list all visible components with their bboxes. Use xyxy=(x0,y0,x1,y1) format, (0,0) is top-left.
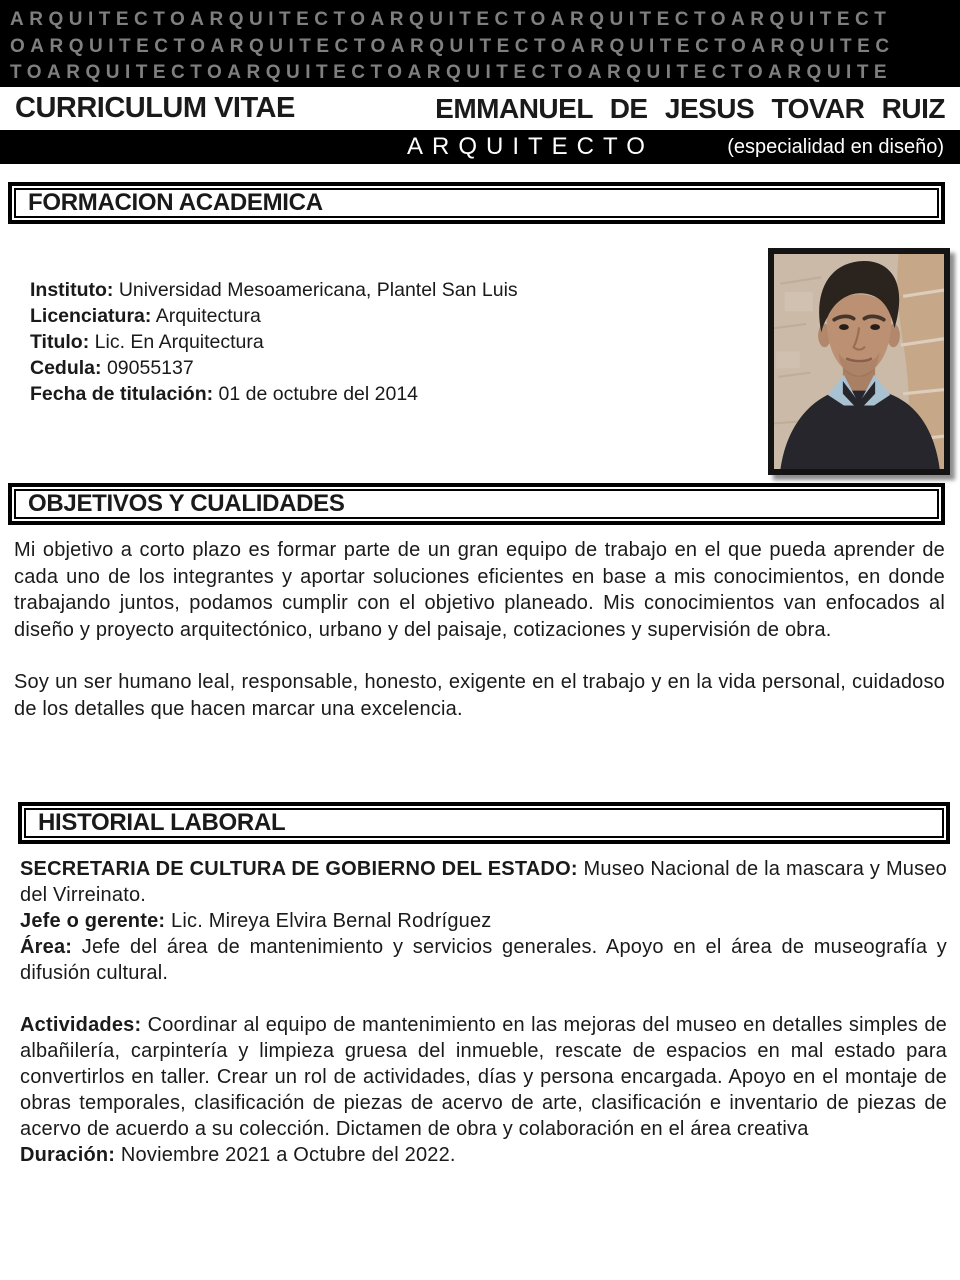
entry-text: Museo Nacional de la mascara y Museo del Virreinato. xyxy=(20,858,947,906)
field-value: Arquitectura xyxy=(155,305,261,327)
profession-title: ARQUITECTO xyxy=(407,133,654,160)
work-history-entry xyxy=(20,1142,947,1168)
entry-label: Duración: xyxy=(20,1144,116,1166)
section-header-inner xyxy=(14,188,939,218)
field-label: Cedula: xyxy=(30,357,102,379)
objetivos-paragraphs xyxy=(14,537,945,722)
education-field xyxy=(30,277,690,303)
profile-photo xyxy=(768,248,950,475)
profession-bar xyxy=(0,130,960,164)
education-field xyxy=(30,329,690,355)
work-history-entry xyxy=(20,908,947,934)
education-field xyxy=(30,303,690,329)
section-title: OBJETIVOS Y CUALIDADES xyxy=(28,490,345,517)
work-history-entry xyxy=(20,856,947,908)
field-value: Universidad Mesoamericana, Plantel San Luis xyxy=(118,279,518,301)
section-header-historial-laboral xyxy=(18,802,950,844)
education-field xyxy=(30,355,690,381)
section-title: FORMACION ACADEMICA xyxy=(28,189,323,216)
field-label: Titulo: xyxy=(30,331,90,353)
field-value: 01 de octubre del 2014 xyxy=(218,383,419,405)
header-strip xyxy=(0,87,960,130)
entry-text: Coordinar al equipo de mantenimiento en las mejoras del museo en detalles simples de albañilería, carpintería y limpieza gruesa del inmueble, rescate de espacios en mal estado para convertirlos en taller. Crear un rol de actividades, días y persona encargada. Apoyo en el montaje de obras temporales, clasificación de piezas de acervo de arte, clasificación e inventario de piezas de acervo de acuerdo a su colección. Dictamen de obra y colaboración en el área creativa xyxy=(20,1014,947,1140)
entry-label: Actividades: xyxy=(20,1014,142,1036)
section-header-inner xyxy=(14,489,939,519)
field-label: Instituto: xyxy=(30,279,114,301)
banner-line: ARQUITECTOARQUITECTOARQUITECTOARQUITECTOARQUITECT xyxy=(10,9,892,30)
section-header-objetivos-cualidades xyxy=(8,483,945,525)
paragraph: Soy un ser humano leal, responsable, honesto, exigente en el trabajo y en la vida personal, cuidadoso de los detalles que hacen marcar una excelencia. xyxy=(14,671,945,720)
entry-label: Jefe o gerente: xyxy=(20,910,166,932)
banner-line: OARQUITECTOARQUITECTOARQUITECTOARQUITECTOARQUITEC xyxy=(10,35,895,57)
profession-specialty: (especialidad en diseño) xyxy=(727,135,944,158)
section-title: HISTORIAL LABORAL xyxy=(38,809,286,836)
person-name: EMMANUEL DE JESUS TOVAR RUIZ xyxy=(435,92,945,124)
banner-line: TOARQUITECTOARQUITECTOARQUITECTOARQUITECTOARQUITE xyxy=(10,62,893,83)
field-label: Licenciatura: xyxy=(30,305,152,327)
education-fields xyxy=(30,277,690,407)
work-history-entries xyxy=(20,856,947,1168)
document-title: CURRICULUM VITAE xyxy=(15,92,295,124)
entry-label: SECRETARIA DE CULTURA DE GOBIERNO DEL ESTADO: xyxy=(20,858,578,880)
work-history-entry xyxy=(20,934,947,986)
work-history-entry xyxy=(20,1012,947,1142)
arquitecto-pattern-banner xyxy=(0,0,960,87)
section-header-inner xyxy=(24,808,944,838)
entry-text: Noviembre 2021 a Octubre del 2022. xyxy=(120,1144,456,1166)
education-field xyxy=(30,381,690,407)
portrait-illustration xyxy=(774,254,944,469)
paragraph: Mi objetivo a corto plazo es formar parte de un gran equipo de trabajo en el que pueda aprender de cada uno de los integrantes y aportar soluciones eficientes en base a mis conocimientos, en donde trabajando juntos, podamos cumplir con el objetivo planeado. Mis conocimientos van enfocados al diseño y proyecto arquitectónico, urbano y del paisaje, cotizaciones y supervisión de obra. xyxy=(14,539,945,641)
field-label: Fecha de titulación: xyxy=(30,383,214,405)
entry-label: Área: xyxy=(20,936,73,958)
entry-text: Lic. Mireya Elvira Bernal Rodríguez xyxy=(171,910,492,932)
field-value: Lic. En Arquitectura xyxy=(94,331,264,353)
entry-text: Jefe del área de mantenimiento y servicios generales. Apoyo en el área de museografía y difusión cultural. xyxy=(20,936,947,984)
section-header-formacion-academica xyxy=(8,182,945,224)
field-value: 09055137 xyxy=(106,357,194,379)
